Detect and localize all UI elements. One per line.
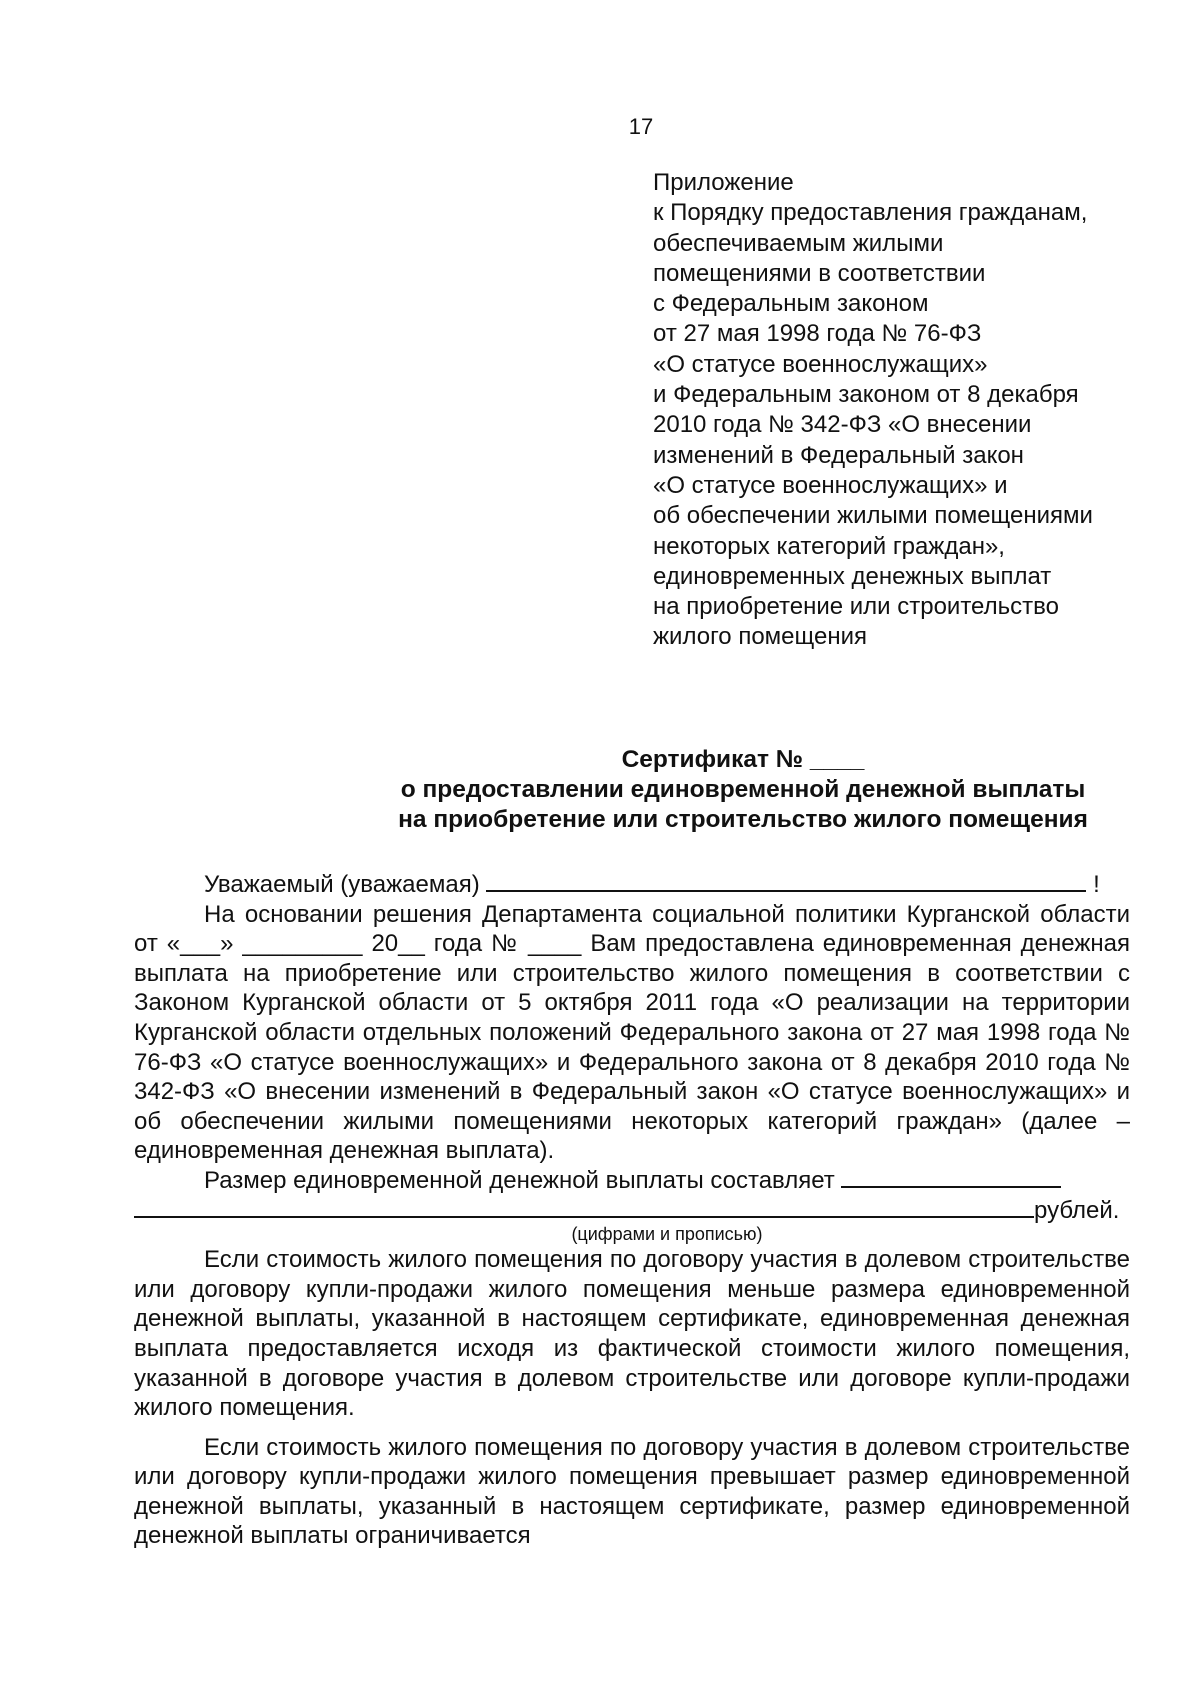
certificate-title-line: на приобретение или строительство жилого помещения — [398, 806, 1088, 833]
appendix-line: на приобретение или строительство — [653, 593, 1059, 621]
certificate-body — [134, 870, 1130, 1551]
appendix-line: 2010 года № 342-ФЗ «О внесении — [653, 411, 1032, 439]
certificate-title-line: Сертификат № ____ — [621, 746, 865, 773]
amount-label: Размер единовременной денежной выплаты составляет — [204, 1166, 835, 1194]
amount-continuation-line — [134, 1196, 1130, 1226]
amount-line — [134, 1166, 1130, 1196]
appendix-line: с Федеральным законом — [653, 290, 929, 318]
appendix-line: от 27 мая 1998 года № 76-ФЗ — [653, 320, 982, 348]
certificate-title-line: о предоставлении единовременной денежной выплаты — [400, 776, 1086, 803]
appendix-line: «О статусе военнослужащих» — [653, 350, 988, 378]
appendix-line: единовременных денежных выплат — [653, 562, 1052, 590]
paragraph-lower-cost: Если стоимость жилого помещения по договору участия в долевом строительстве или договору купли-продажи жилого помещения меньше размера единовременной денежной выплаты, указанной в настоящем сертификате, единовременная денежная выплата предоставляется исходя из фактической стоимости жилого помещения, указанной в договоре участия в долевом строительстве или договоре купли-продажи жилого помещения. — [134, 1246, 1130, 1422]
appendix-block — [653, 168, 1193, 653]
appendix-line: об обеспечении жилыми помещениями — [653, 502, 1093, 530]
appendix-line: помещениями в соответствии — [653, 259, 986, 287]
recipient-name-blank — [486, 870, 1086, 892]
appendix-line: некоторых категорий граждан», — [653, 532, 1005, 560]
appendix-line: к Порядку предоставления гражданам, — [653, 199, 1088, 227]
appendix-line: Приложение — [653, 169, 794, 196]
greeting-line — [134, 870, 1130, 900]
appendix-line: изменений в Федеральный закон — [653, 441, 1024, 469]
certificate-title — [100, 745, 1200, 835]
amount-words-blank — [134, 1196, 1034, 1218]
page-number: 17 — [628, 114, 654, 139]
appendix-line: и Федеральным законом от 8 декабря — [653, 381, 1079, 409]
rubles-label: рублей. — [1034, 1196, 1120, 1224]
appendix-line: обеспечиваемым жилыми — [653, 229, 944, 257]
paragraph-higher-cost: Если стоимость жилого помещения по договору участия в долевом строительстве или договору купли-продажи жилого помещения превышает размер единовременной денежной выплаты, указанный в настоящем сертификате, размер единовременной денежной выплаты ограничивается — [134, 1433, 1130, 1550]
appendix-line: «О статусе военнослужащих» и — [653, 471, 1008, 499]
amount-caption: (цифрами и прописью) — [571, 1224, 763, 1245]
greeting-end: ! — [1093, 871, 1100, 898]
greeting-label: Уважаемый (уважаемая) — [204, 871, 480, 898]
paragraph-decision: На основании решения Департамента социальной политики Курганской области от «___» _________ 20__ года № ____ Вам предоставлена единовременная денежная выплата на приобретение или строительство жилого помещения в соответствии с Законом Курганской области от 5 октября 2011 года «О реализации на территории Курганской области отдельных положений Федерального закона от 27 мая 1998 года № 76-ФЗ «О статусе военнослужащих» и Федерального закона от 8 декабря 2010 года № 342-ФЗ «О внесении изменений в Федеральный закон «О статусе военнослужащих» и об обеспечении жилыми помещениями некоторых категорий граждан» (далее – единовременная денежная выплата). — [134, 900, 1130, 1165]
amount-blank — [841, 1166, 1061, 1188]
appendix-line: жилого помещения — [653, 623, 867, 651]
